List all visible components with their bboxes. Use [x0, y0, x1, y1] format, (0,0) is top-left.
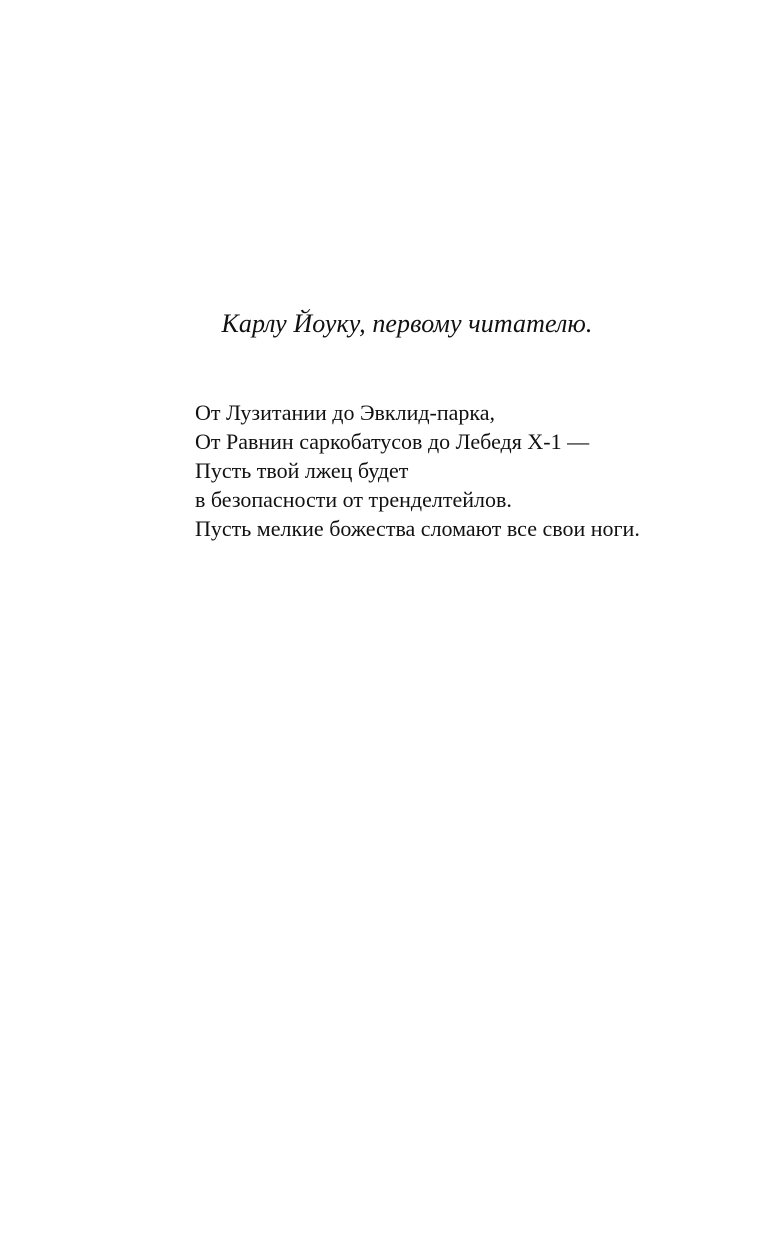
epigraph-poem [195, 398, 735, 543]
poem-line: От Равнин саркобатусов до Лебедя Х-1 — [195, 429, 590, 454]
poem-line: в безопасности от тренделтейлов. [195, 487, 512, 512]
poem-line: Пусть твой лжец будет [195, 458, 409, 483]
poem-line: От Лузитании до Эвклид-парка, [195, 400, 496, 425]
poem-line: Пусть мелкие божества сломают все свои ноги. [195, 516, 640, 541]
dedication-text: Карлу Йоуку, первому читателю. [221, 309, 593, 338]
